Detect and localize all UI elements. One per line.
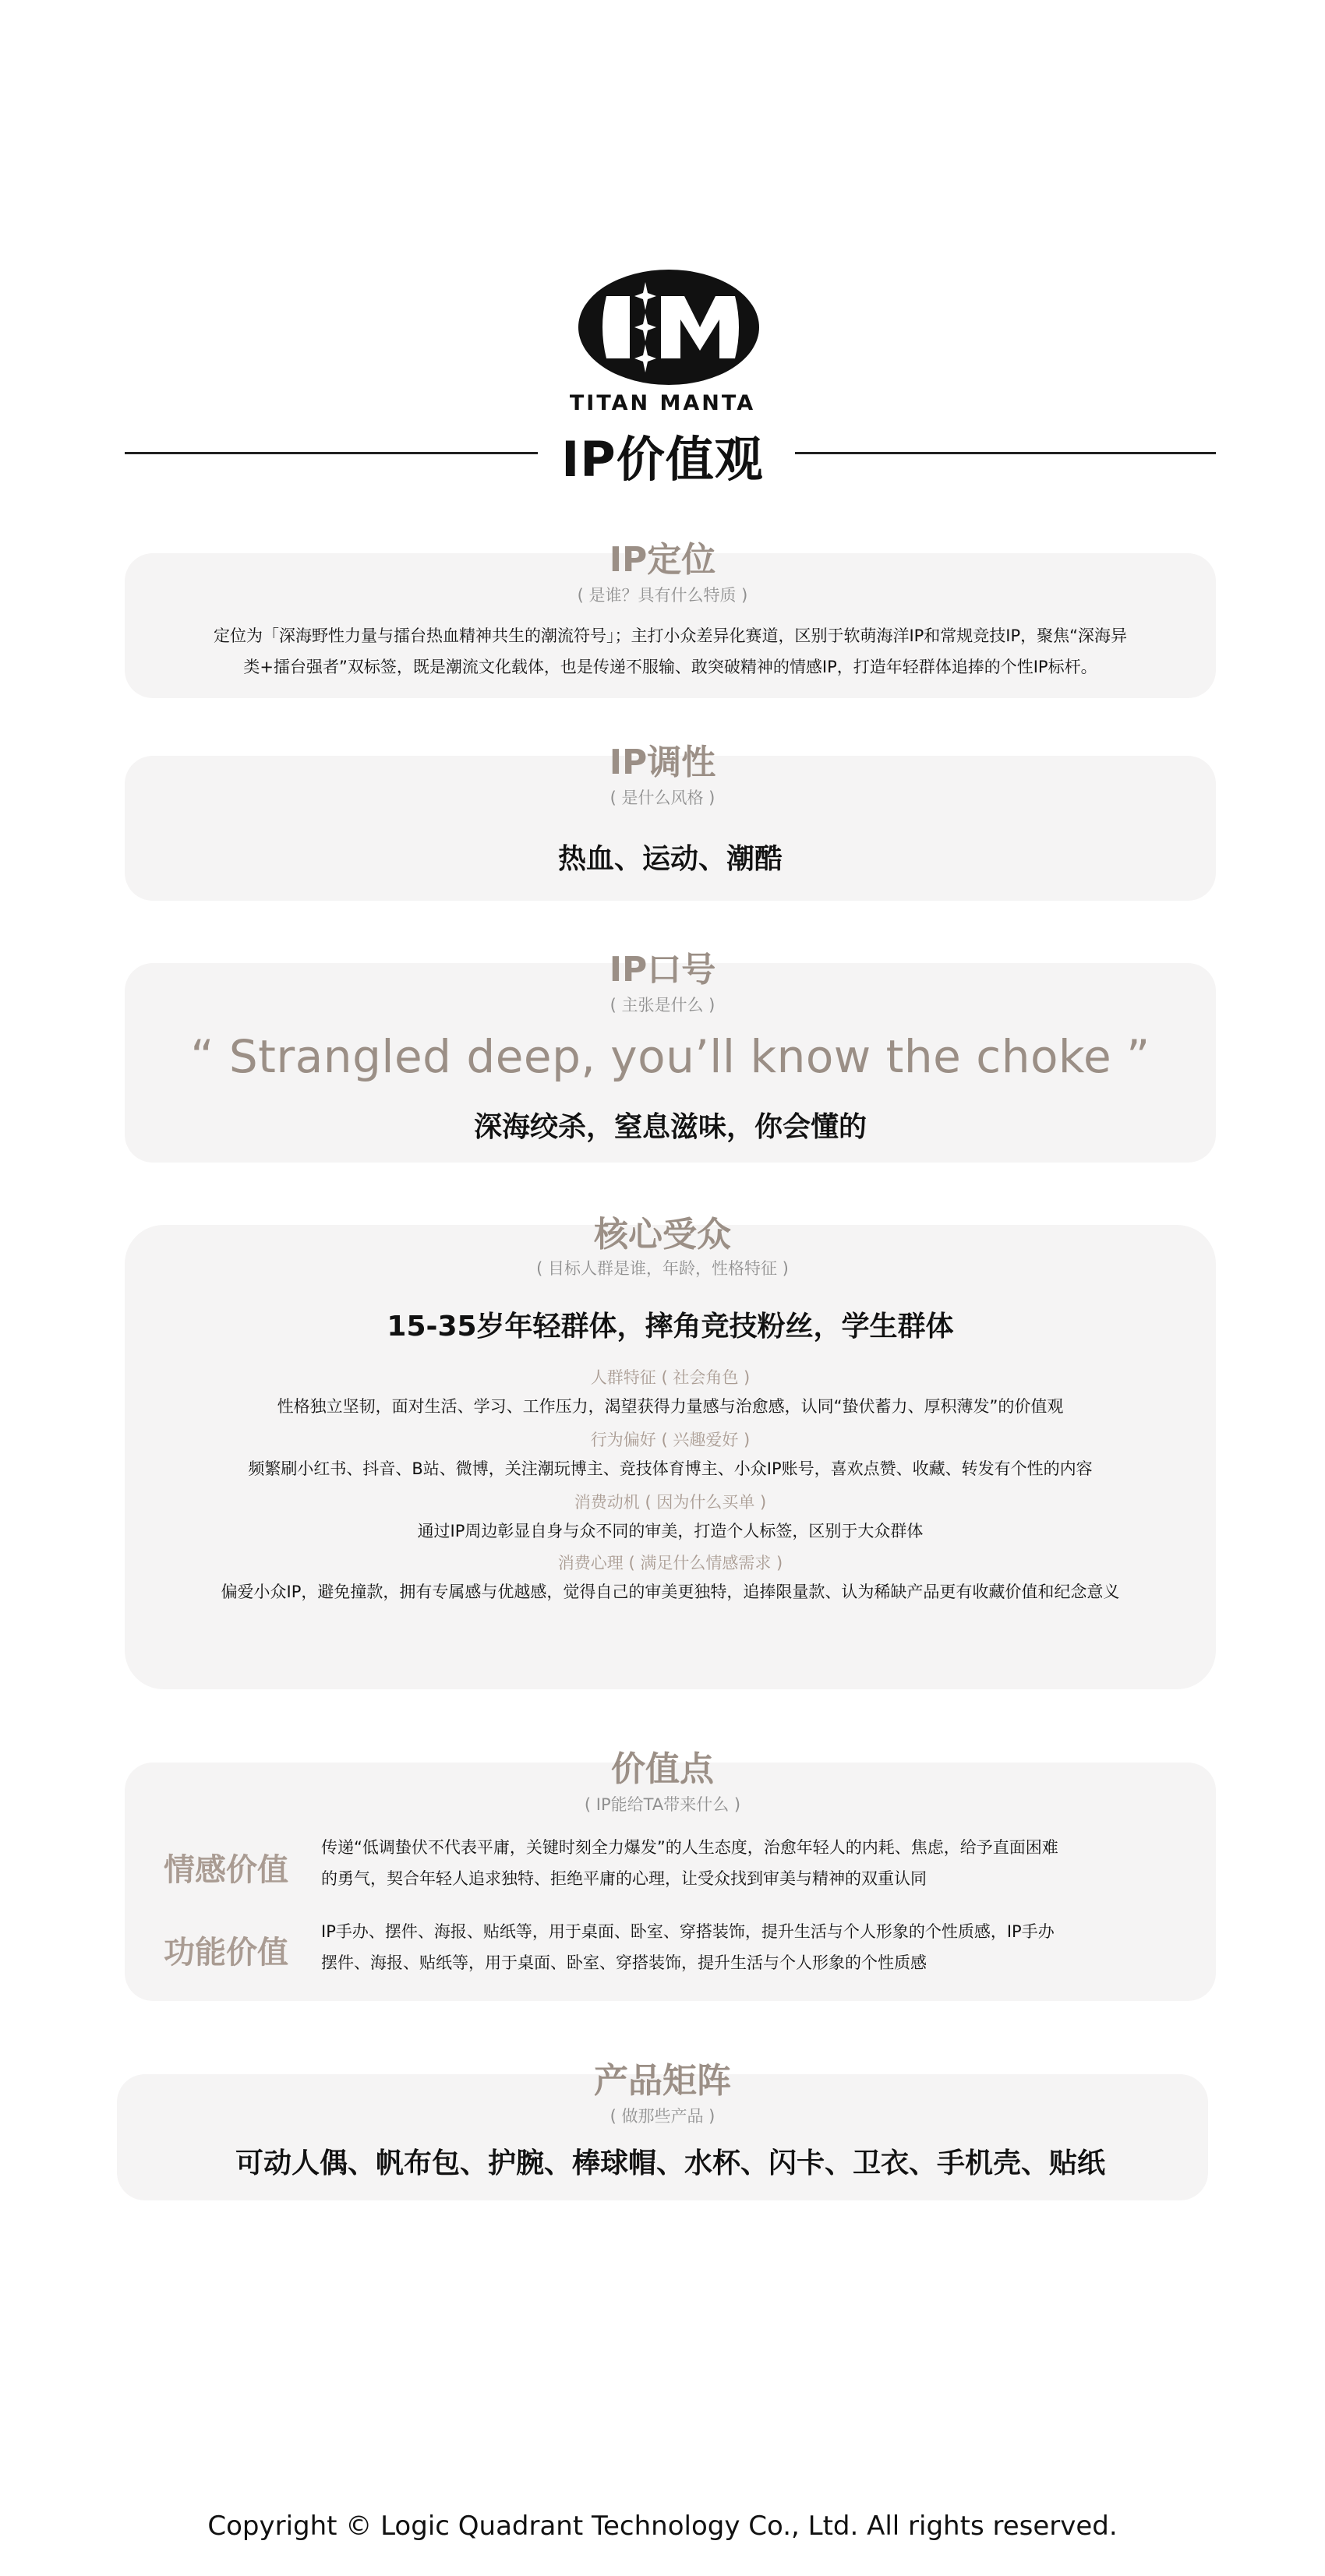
tone-text: 热血、运动、潮酷 <box>557 843 783 875</box>
emotional-value-label: 情感价值 <box>164 1852 288 1888</box>
slogan-subtitle: ( 主张是什么 ) <box>610 996 716 1015</box>
audience-group-label: 消费动机 ( 因为什么买单 ) <box>574 1493 767 1512</box>
slogan-english: “ Strangled deep, you’ll know the choke ” <box>190 1030 1150 1083</box>
slogan-chinese: 深海绞杀，窒息滋味，你会懂的 <box>473 1111 867 1143</box>
tone-subtitle: ( 是什么风格 ) <box>610 789 716 807</box>
audience-group-label: 行为偏好 ( 兴趣爱好 ) <box>590 1431 751 1449</box>
products-title: 产品矩阵 <box>594 2061 731 2101</box>
positioning-subtitle: ( 是谁？具有什么特质 ) <box>577 586 748 605</box>
products-text: 可动人偶、帆布包、护腕、棒球帽、水杯、闪卡、卫衣、手机壳、贴纸 <box>235 2147 1105 2179</box>
positioning-title: IP定位 <box>609 540 716 580</box>
brand-name: TITAN MANTA <box>569 391 756 415</box>
copyright-footer: Copyright © Logic Quadrant Technology Co., Ltd. All rights reserved. <box>207 2511 1118 2542</box>
functional-value-label: 功能价值 <box>164 1935 288 1971</box>
audience-group-label: 消费心理 ( 满足什么情感需求 ) <box>557 1554 783 1572</box>
positioning-line-1: 定位为「深海野性力量与擂台热血精神共生的潮流符号」；主打小众差异化赛道，区别于软萌海洋IP和常规竞技IP，聚焦“深海异 <box>213 626 1128 645</box>
slogan-title: IP口号 <box>609 950 716 990</box>
positioning-line-2: 类+擂台强者”双标签，既是潮流文化载体，也是传递不服输、敢突破精神的情感IP，打造年轻群体追捧的个性IP标杆。 <box>243 658 1097 676</box>
emotional-value-line-2: 的勇气，契合年轻人追求独特、拒绝平庸的心理，让受众找到审美与精神的双重认同 <box>321 1869 927 1888</box>
audience-title: 核心受众 <box>594 1215 731 1254</box>
emotional-value-line-1: 传递“低调蛰伏不代表平庸，关键时刻全力爆发”的人生态度，治愈年轻人的内耗、焦虑，给予直面困难 <box>321 1838 1058 1857</box>
audience-group-text: 频繁刷小红书、抖音、B站、微博，关注潮玩博主、竞技体育博主、小众IP账号，喜欢点赞、收藏、转发有个性的内容 <box>248 1459 1093 1478</box>
value-points-subtitle: ( IP能给TA带来什么 ) <box>584 1795 741 1814</box>
products-subtitle: ( 做那些产品 ) <box>610 2107 716 2126</box>
audience-group-text: 通过IP周边彰显自身与众不同的审美，打造个人标签，区别于大众群体 <box>417 1522 924 1540</box>
tone-title: IP调性 <box>609 743 716 782</box>
audience-group-text: 性格独立坚韧，面对生活、学习、工作压力，渴望获得力量感与治愈感，认同“蛰伏蓄力、厚积薄发”的价值观 <box>277 1397 1064 1416</box>
audience-group-label: 人群特征 ( 社会角色 ) <box>590 1368 751 1387</box>
page-title: IP价值观 <box>561 431 764 488</box>
value-points-title: 价值点 <box>611 1749 714 1789</box>
audience-headline: 15-35岁年轻群体，摔角竞技粉丝，学生群体 <box>387 1311 954 1343</box>
audience-group-text: 偏爱小众IP，避免撞款，拥有专属感与优越感，觉得自己的审美更独特，追捧限量款、认为稀缺产品更有收藏价值和纪念意义 <box>221 1583 1120 1601</box>
audience-subtitle: ( 目标人群是谁，年龄，性格特征 ) <box>536 1259 789 1278</box>
functional-value-line-1: IP手办、摆件、海报、贴纸等，用于桌面、卧室、穿搭装饰，提升生活与个人形象的个性质感，IP手办 <box>321 1922 1055 1941</box>
functional-value-line-2: 摆件、海报、贴纸等，用于桌面、卧室、穿搭装饰，提升生活与个人形象的个性质感 <box>321 1953 927 1972</box>
